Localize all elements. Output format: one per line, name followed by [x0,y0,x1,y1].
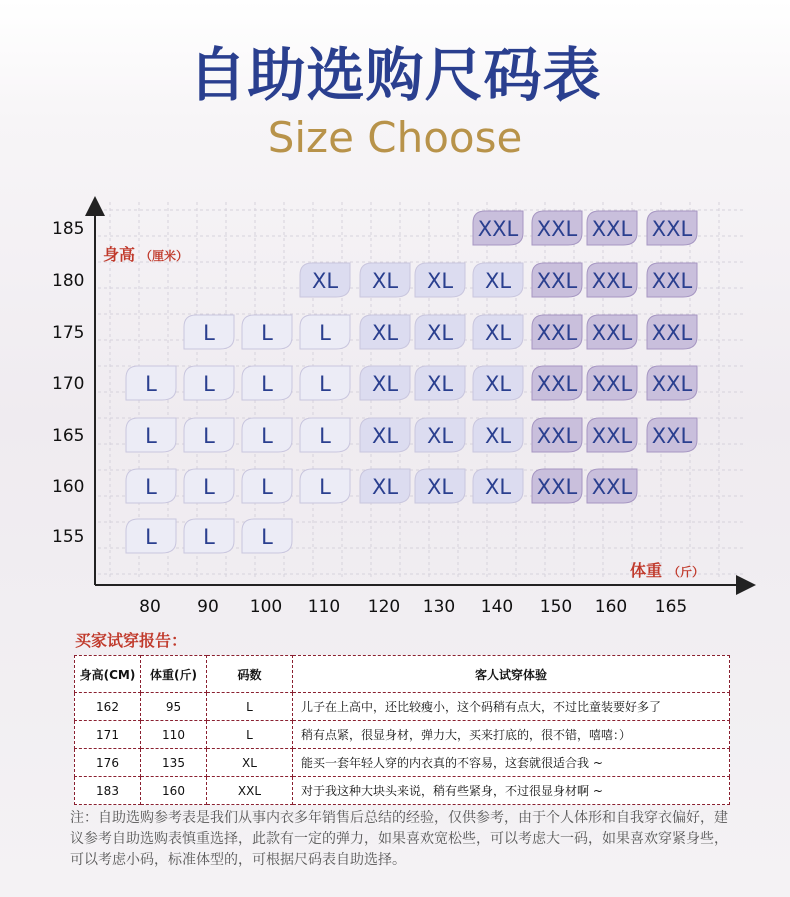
size-cell-label: XL [426,372,454,396]
header-size: 码数 [207,656,293,693]
size-cell-label: XL [426,321,454,345]
x-tick-label: 165 [654,597,688,617]
row-height: 162 [75,693,141,721]
size-cell-label: L [203,525,215,549]
y-tick-label: 160 [52,477,85,497]
row-height: 171 [75,721,141,749]
size-cell-label: L [319,424,331,448]
size-cell-label: XXL [591,217,633,241]
report-title: 买家试穿报告： [75,631,188,650]
report-table [74,655,730,805]
size-cell-label: L [319,372,331,396]
row-experience: 对于我这种大块头来说，稍有些紧身，不过很显身材啊 ~ [293,777,730,805]
y-tick-label: 185 [52,219,85,239]
size-cell-label: XL [484,269,512,293]
row-size: L [207,721,293,749]
header-experience: 客人试穿体验 [293,656,730,693]
x-axis-unit: （斤） [668,565,705,579]
size-cell-label: XL [426,475,454,499]
size-cell-label: XXL [536,475,578,499]
size-cell-label: L [203,475,215,499]
size-cell-label: L [261,424,273,448]
header-weight: 体重(斤) [141,656,207,693]
size-cell-label: XL [426,424,454,448]
size-cell-label: XXL [591,321,633,345]
size-cell-label: L [261,321,273,345]
row-weight: 135 [141,749,207,777]
size-cell-label: XXL [651,321,693,345]
size-cell-label: XL [426,269,454,293]
size-note: 注：自助选购参考表是我们从事内衣多年销售后总结的经验，仅供参考，由于个人体形和自我穿衣偏好，建议参考自助选购表慎重选择，此款有一定的弹力，如果喜欢宽松些，可以考虑大一码，如果喜欢穿紧身些，可以考虑小码，标准体型的，可根据尺码表自助选择。 [70,810,728,868]
row-size: XXL [207,777,293,805]
page-subtitle: Size Choose [267,113,523,162]
size-cell-label: L [319,321,331,345]
x-tick-label: 130 [422,597,456,617]
x-tick-label: 100 [249,597,283,617]
table-row [75,777,730,805]
size-cell-label: L [261,525,273,549]
size-cell-label: L [261,372,273,396]
size-cell-label: L [203,424,215,448]
x-tick-label: 120 [367,597,401,617]
row-weight: 110 [141,721,207,749]
row-experience: 稍有点紧，很显身材，弹力大，买来打底的，很不错，嘻嘻：） [293,721,730,749]
y-axis-label: 身高 [103,245,136,264]
size-cell-label: L [145,475,157,499]
x-tick-label: 140 [480,597,514,617]
x-axis-label: 体重 [630,561,663,580]
size-cell-label: L [261,475,273,499]
row-size: XL [207,749,293,777]
size-cell-label: XL [311,269,339,293]
size-cell-label: XXL [651,217,693,241]
x-tick-label: 160 [594,597,628,617]
size-cell-label: XXL [591,475,633,499]
size-chart-svg [0,180,790,630]
row-height: 183 [75,777,141,805]
size-chart [0,180,790,630]
size-cell-label: XXL [591,269,633,293]
table-row [75,749,730,777]
row-height: 176 [75,749,141,777]
size-cell-label: L [145,424,157,448]
y-tick-label: 175 [52,323,85,343]
table-row [75,693,730,721]
report-header-row [75,656,730,693]
size-cell-label: XL [484,321,512,345]
row-experience: 能买一套年轻人穿的内衣真的不容易，这套就很适合我 ~ [293,749,730,777]
row-weight: 160 [141,777,207,805]
header-height: 身高(CM) [75,656,141,693]
size-cell-label: XXL [536,321,578,345]
size-cell-label: XXL [591,372,633,396]
row-weight: 95 [141,693,207,721]
y-axis-unit: （厘米） [140,249,189,263]
size-cell-label: XXL [536,217,578,241]
size-cell-label: XL [371,372,399,396]
size-cell-label: L [203,372,215,396]
x-tick-label: 110 [307,597,341,617]
size-cell-label: L [145,372,157,396]
size-cell-label: L [145,525,157,549]
x-tick-label: 90 [197,597,219,617]
y-tick-label: 180 [52,271,85,291]
page-title: 自助选购尺码表 [188,41,602,109]
size-cell-label: XL [484,424,512,448]
table-row [75,721,730,749]
size-cell-label: XXL [651,269,693,293]
size-cell-label: XL [484,372,512,396]
size-cell-label: XXL [536,372,578,396]
size-cell-label: XL [484,475,512,499]
x-tick-label: 150 [539,597,573,617]
y-tick-label: 165 [52,426,85,446]
size-cell-label: XL [371,424,399,448]
size-cell-label: L [203,321,215,345]
row-size: L [207,693,293,721]
size-cell-label: XL [371,269,399,293]
size-cell-label: XXL [536,424,578,448]
y-tick-label: 170 [52,374,85,394]
size-cell-label: XXL [477,217,519,241]
size-cell-label: L [319,475,331,499]
size-cell-label: XXL [651,424,693,448]
y-tick-label: 155 [52,527,85,547]
size-cell-label: XXL [536,269,578,293]
row-experience: 儿子在上高中，还比较瘦小，这个码稍有点大，不过比童装要好多了 [293,693,730,721]
size-cell-label: XXL [591,424,633,448]
size-cell-label: XXL [651,372,693,396]
size-cell-label: XL [371,321,399,345]
size-cell-label: XL [371,475,399,499]
x-tick-label: 80 [139,597,161,617]
